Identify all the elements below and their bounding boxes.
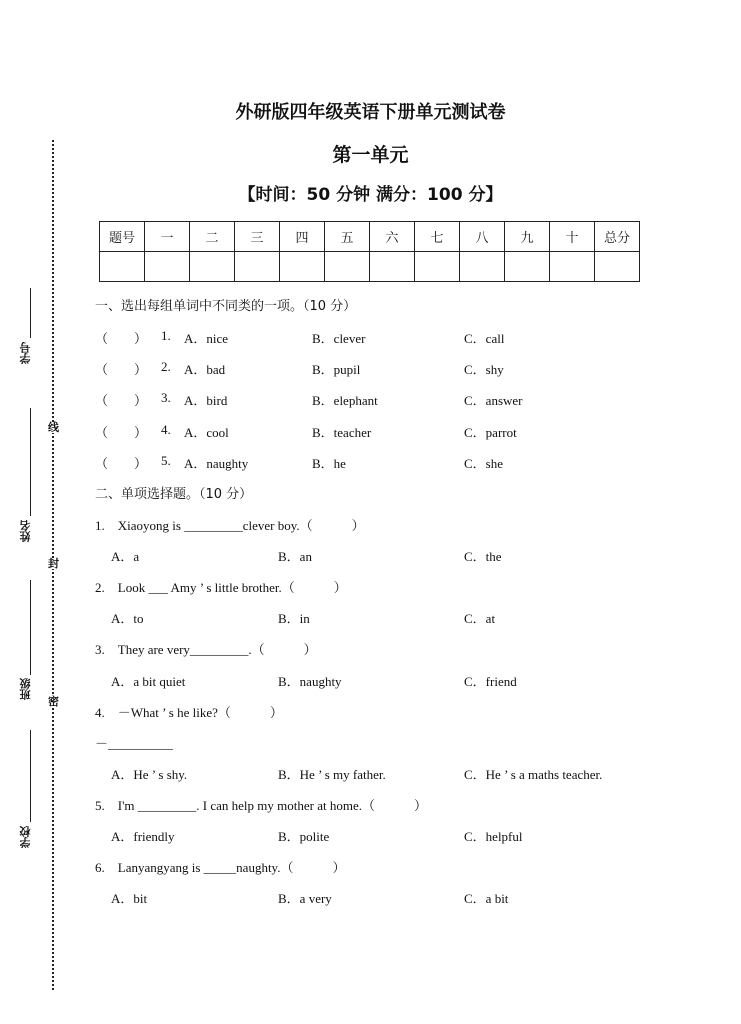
- list-item: [0, 888, 741, 906]
- score-blank-cell: [550, 252, 595, 282]
- option-c: C．a bit: [464, 891, 509, 906]
- score-blank-cell: [190, 252, 235, 282]
- score-blank-cell: [460, 252, 505, 282]
- list-item: [0, 826, 741, 844]
- option-c: C．call: [464, 331, 505, 346]
- option-a: A．to: [111, 611, 144, 626]
- option-b: B．pupil: [312, 362, 361, 377]
- score-blank-cell: [595, 252, 640, 282]
- answer-paren: （ ）: [95, 426, 148, 441]
- option-c: C．shy: [464, 362, 504, 377]
- option-b: B．clever: [312, 331, 366, 346]
- option-b: B．he: [312, 456, 346, 471]
- score-blank-cell: [325, 252, 370, 282]
- option-a: A．a bit quiet: [111, 674, 186, 689]
- option-a: A．bit: [111, 891, 148, 906]
- list-item: [0, 608, 741, 626]
- score-header-cell: 九: [505, 222, 550, 252]
- score-header-cell: 六: [370, 222, 415, 252]
- item-number: 5.: [161, 453, 171, 468]
- answer-paren: （ ）: [95, 332, 148, 347]
- item-number: 1.: [161, 328, 171, 343]
- question-4-stem: 4. －What ’ s he like?（ ）: [95, 705, 283, 720]
- option-b: B．an: [278, 549, 312, 564]
- score-table-blank-row: [100, 252, 640, 282]
- page-title: 外研版四年级英语下册单元测试卷: [235, 102, 506, 123]
- score-header-cell: 十: [550, 222, 595, 252]
- score-table: [99, 221, 640, 282]
- score-header-cell: 八: [460, 222, 505, 252]
- option-b: B．polite: [278, 829, 330, 844]
- list-item: [0, 390, 741, 408]
- option-c: C．helpful: [464, 829, 523, 844]
- score-header-cell: 一: [145, 222, 190, 252]
- score-blank-cell: [100, 252, 145, 282]
- option-c: C．He ’ s a maths teacher.: [464, 767, 603, 782]
- item-number: 2.: [161, 359, 171, 374]
- question-6-stem: 6. Lanyangyang is _____naughty.（ ）: [95, 860, 346, 875]
- answer-paren: （ ）: [95, 394, 148, 409]
- option-a: A．a: [111, 549, 140, 564]
- seal-char-seal: 封: [48, 557, 59, 570]
- score-header-cell: 五: [325, 222, 370, 252]
- option-b: B．naughty: [278, 674, 342, 689]
- list-item: [0, 453, 741, 471]
- score-header-cell: 总分: [595, 222, 640, 252]
- question-5-stem: 5. I'm _________. I can help my mother at home.（ ）: [95, 798, 427, 813]
- score-header-cell: 题号: [100, 222, 145, 252]
- item-number: 4.: [161, 422, 171, 437]
- name-label: 姓名: [19, 520, 32, 542]
- score-blank-cell: [145, 252, 190, 282]
- option-a: A．nice: [184, 331, 229, 346]
- answer-line: －__________: [95, 736, 174, 751]
- score-blank-cell: [370, 252, 415, 282]
- option-b: B．He ’ s my father.: [278, 767, 386, 782]
- section1-title: 一、选出每组单词中不同类的一项。（10 分）: [95, 299, 357, 314]
- score-table-header-row: [100, 222, 640, 252]
- option-c: C．she: [464, 456, 504, 471]
- unit-title: 第一单元: [332, 144, 409, 166]
- score-header-cell: 三: [235, 222, 280, 252]
- option-a: A．naughty: [184, 456, 249, 471]
- list-item: [0, 764, 741, 782]
- score-blank-cell: [415, 252, 460, 282]
- student-id-label: 学号: [19, 342, 32, 364]
- question-stem: [0, 515, 741, 533]
- seal-char-secret: 密: [48, 695, 59, 708]
- option-b: B．a very: [278, 891, 332, 906]
- seal-char-line: 线: [48, 421, 59, 434]
- score-header-cell: 七: [415, 222, 460, 252]
- item-number: 3.: [161, 390, 171, 405]
- answer-line-row: [0, 733, 741, 751]
- question-stem: [0, 795, 741, 813]
- question-stem: [0, 702, 741, 720]
- option-c: C．parrot: [464, 425, 517, 440]
- option-b: B．in: [278, 611, 310, 626]
- option-c: C．at: [464, 611, 496, 626]
- school-label: 学校: [19, 826, 32, 848]
- list-item: [0, 546, 741, 564]
- question-stem: [0, 639, 741, 657]
- option-b: B．elephant: [312, 393, 378, 408]
- option-a: A．bad: [184, 362, 226, 377]
- option-c: C．answer: [464, 393, 523, 408]
- question-3-stem: 3. They are very_________.（ ）: [95, 642, 317, 657]
- option-a: A．friendly: [111, 829, 175, 844]
- score-header-cell: 四: [280, 222, 325, 252]
- section2-title: 二、单项选择题。（10 分）: [95, 487, 253, 502]
- question-stem: [0, 577, 741, 595]
- option-c: C．the: [464, 549, 502, 564]
- class-label: 班级: [19, 678, 32, 700]
- option-c: C．friend: [464, 674, 517, 689]
- score-header-cell: 二: [190, 222, 235, 252]
- option-a: A．cool: [184, 425, 229, 440]
- list-item: [0, 671, 741, 689]
- score-blank-cell: [235, 252, 280, 282]
- score-blank-cell: [280, 252, 325, 282]
- answer-paren: （ ）: [95, 457, 148, 472]
- answer-paren: （ ）: [95, 363, 148, 378]
- exam-meta: 【时间：50 分钟 满分：100 分】: [238, 185, 503, 205]
- option-b: B．teacher: [312, 425, 372, 440]
- question-2-stem: 2. Look ___ Amy ’ s little brother.（ ）: [95, 580, 347, 595]
- question-stem: [0, 857, 741, 875]
- list-item: [0, 328, 741, 346]
- option-a: A．bird: [184, 393, 228, 408]
- score-blank-cell: [505, 252, 550, 282]
- list-item: [0, 422, 741, 440]
- list-item: [0, 359, 741, 377]
- option-a: A．He ’ s shy.: [111, 767, 188, 782]
- question-1-stem: 1. Xiaoyong is _________clever boy.（ ）: [95, 518, 365, 533]
